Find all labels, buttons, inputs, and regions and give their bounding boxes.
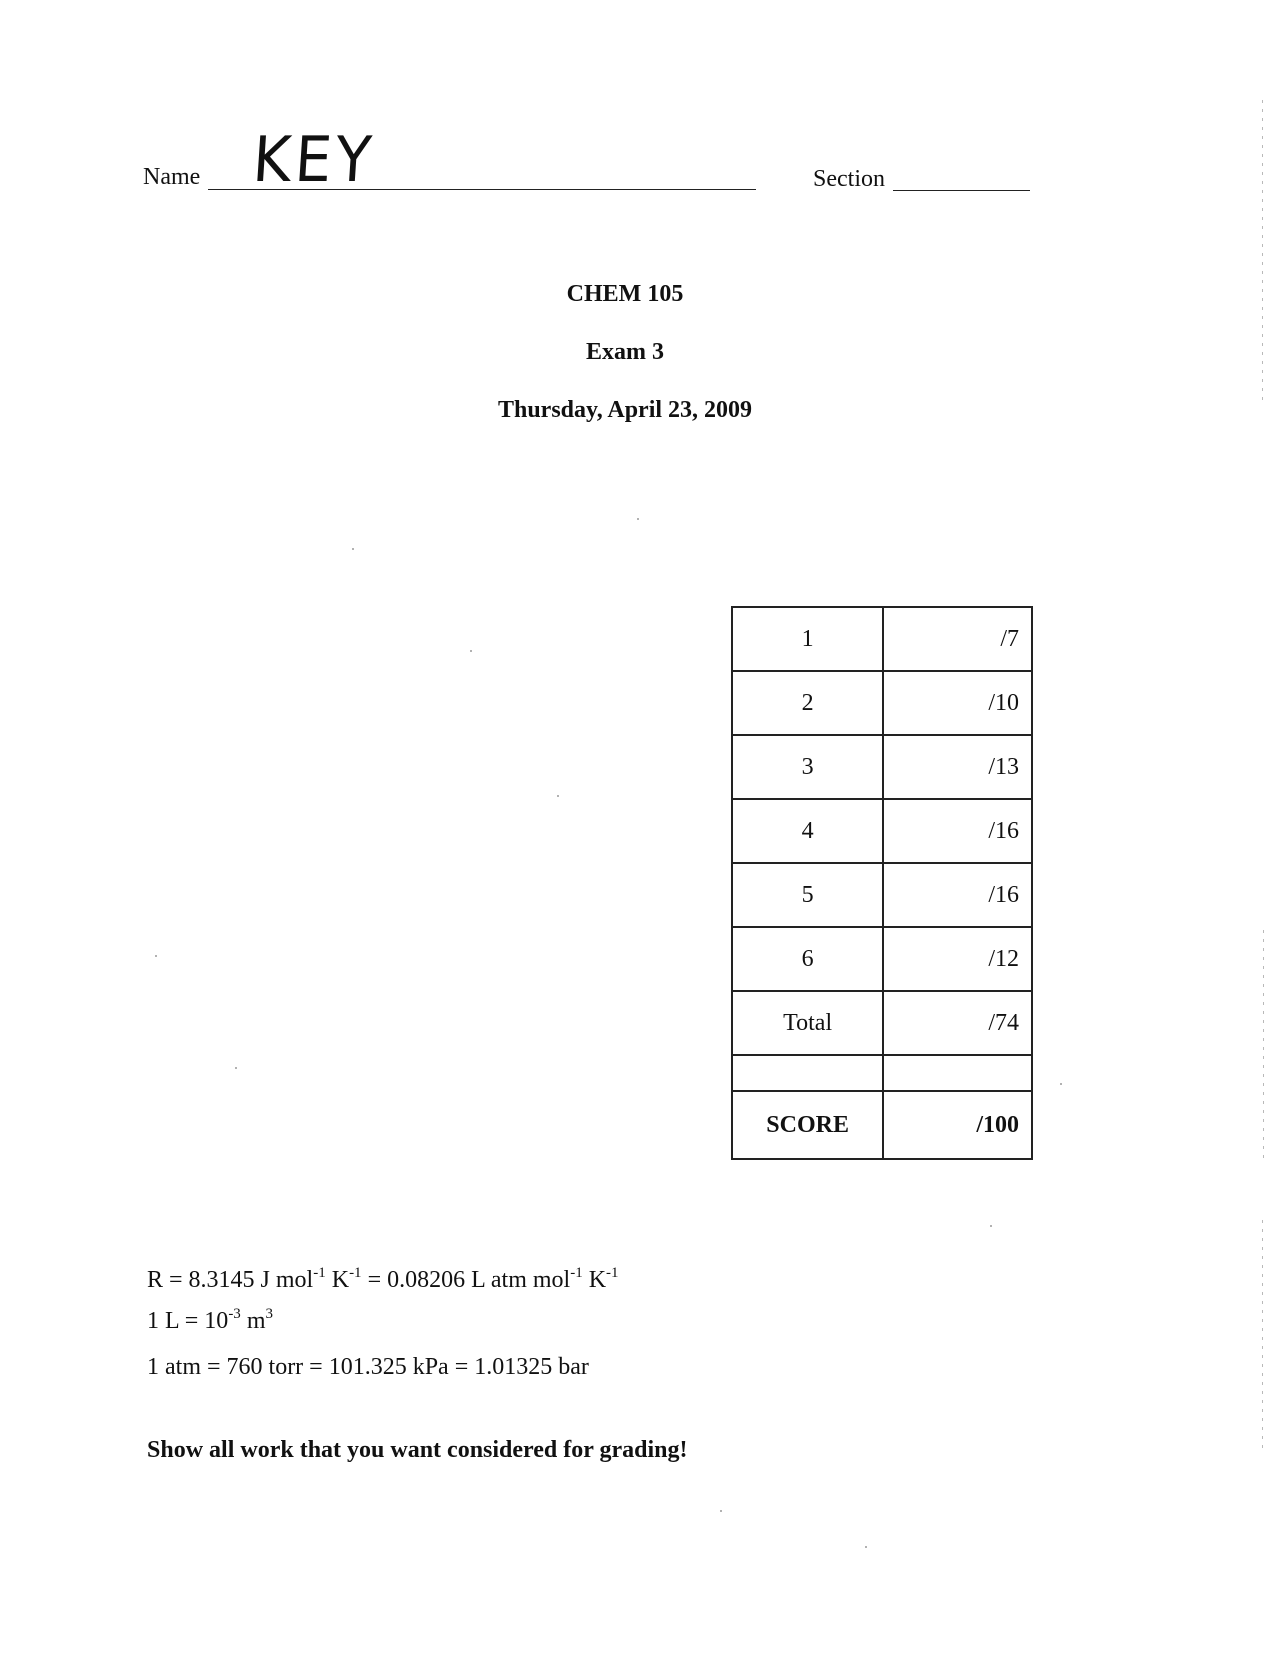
total-row (732, 991, 1032, 1055)
exponent: -3 (228, 1306, 241, 1322)
scan-edge-artifact (1263, 930, 1264, 1160)
name-label: Name (143, 164, 201, 190)
total-max-points: /74 (883, 991, 1032, 1055)
question-max-points: /16 (883, 799, 1032, 863)
scan-speck (235, 1067, 237, 1069)
scan-speck (352, 548, 354, 550)
scan-edge-artifact (1262, 100, 1263, 400)
question-max-points: /12 (883, 927, 1032, 991)
blank-cell (883, 1055, 1032, 1091)
kelvin-unit: K (325, 1267, 350, 1293)
name-blank-line (208, 189, 756, 190)
question-number: 6 (732, 927, 883, 991)
table-row (732, 799, 1032, 863)
question-max-points: /10 (883, 671, 1032, 735)
pressure-conversion-line: 1 atm = 760 torr = 101.325 kPa = 1.01325 bar (147, 1354, 589, 1380)
score-label: SCORE (732, 1091, 883, 1159)
question-number: 2 (732, 671, 883, 735)
name-handwritten-value: KEY (250, 122, 378, 197)
scan-speck (865, 1546, 867, 1548)
section-blank-line (893, 190, 1030, 191)
question-max-points: /16 (883, 863, 1032, 927)
exponent: -1 (313, 1265, 326, 1281)
gas-constant-prefix: R = 8.3145 J mol (147, 1267, 314, 1293)
question-number: 4 (732, 799, 883, 863)
scan-speck (990, 1225, 992, 1227)
meter-unit: m (240, 1308, 266, 1334)
kelvin-unit: K (582, 1267, 607, 1293)
table-row (732, 671, 1032, 735)
question-number: 5 (732, 863, 883, 927)
question-max-points: /7 (883, 607, 1032, 671)
score-row (732, 1091, 1032, 1159)
scan-speck (470, 650, 472, 652)
exponent: -1 (570, 1265, 583, 1281)
liter-prefix: 1 L = 10 (147, 1308, 229, 1334)
scan-speck (637, 518, 639, 520)
blank-cell (732, 1055, 883, 1091)
liter-conversion-line (147, 1306, 273, 1334)
exponent: -1 (349, 1265, 362, 1281)
exam-date: Thursday, April 23, 2009 (497, 397, 753, 423)
blank-row (732, 1055, 1032, 1091)
scan-speck (720, 1510, 722, 1512)
score-max-points: /100 (883, 1091, 1032, 1159)
table-row (732, 735, 1032, 799)
section-label: Section (813, 166, 885, 192)
gas-constant-line (147, 1265, 619, 1293)
table-row (732, 863, 1032, 927)
question-max-points: /13 (883, 735, 1032, 799)
scan-speck (557, 795, 559, 797)
question-number: 1 (732, 607, 883, 671)
table-row (732, 607, 1032, 671)
exponent: -1 (606, 1265, 619, 1281)
gas-constant-alt: = 0.08206 L atm mol (361, 1267, 571, 1293)
scan-speck (1060, 1083, 1062, 1085)
exponent: 3 (265, 1306, 273, 1322)
question-number: 3 (732, 735, 883, 799)
course-title: CHEM 105 (566, 281, 684, 307)
score-table (731, 606, 1033, 1160)
exam-title: Exam 3 (586, 339, 664, 365)
table-row (732, 927, 1032, 991)
scan-edge-artifact (1262, 1220, 1263, 1450)
total-label: Total (732, 991, 883, 1055)
scan-speck (155, 955, 157, 957)
grading-instruction: Show all work that you want considered for grading! (147, 1437, 688, 1463)
